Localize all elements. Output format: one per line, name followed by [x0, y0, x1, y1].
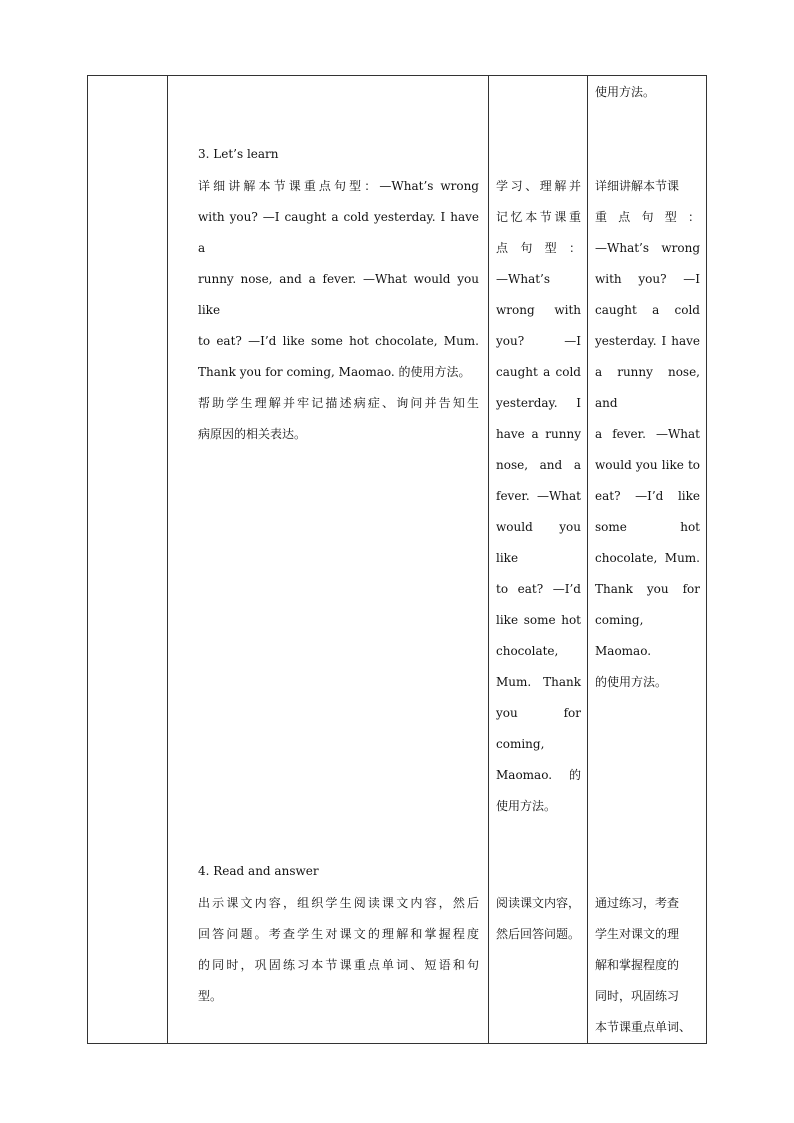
- text-line: you for: [496, 706, 581, 720]
- text-line: to eat? —I’d like some hot chocolate, Mum.: [198, 334, 479, 348]
- text-line: 详细讲解本节课重点句型：—What’s wrong: [198, 179, 479, 193]
- text-line: with you? —I: [595, 272, 700, 286]
- section3-student-activity: [496, 171, 581, 822]
- text-line: eat? —I’d like: [595, 489, 700, 503]
- text-line: 使用方法。: [496, 799, 557, 813]
- text-line: have a runny: [496, 427, 581, 441]
- text-line: runny nose, and a fever. —What would you like: [198, 272, 479, 317]
- section3-design-intent: [595, 171, 700, 698]
- text-line: a fever. —What: [595, 427, 700, 441]
- intent-carryover-text: 使用方法。: [595, 85, 656, 99]
- text-line: —What’s: [496, 272, 551, 286]
- section3-heading: [198, 139, 478, 170]
- text-line: 型。: [198, 989, 223, 1003]
- text-line: with you? —I caught a cold yesterday. I have a: [198, 210, 479, 255]
- text-line: yesterday. I have: [595, 334, 700, 348]
- section3-teacher-activity: [198, 171, 479, 450]
- section4-student-activity: [496, 888, 586, 950]
- text-line: coming,: [496, 737, 545, 751]
- text-line: 回答问题。考查学生对课文的理解和掌握程度: [198, 927, 479, 941]
- text-line: chocolate, Mum.: [595, 551, 700, 565]
- table-border-right: [706, 75, 707, 1044]
- text-line: would you like to: [595, 458, 700, 472]
- section4-teacher-activity: [198, 888, 479, 1012]
- text-line: 记忆本节课重: [496, 210, 581, 224]
- table-border-col2: [488, 75, 489, 1044]
- table-border-col3: [587, 75, 588, 1044]
- text-line: 出示课文内容，组织学生阅读课文内容，然后: [198, 896, 479, 910]
- text-line: 病原因的相关表达。: [198, 427, 307, 441]
- text-line: Thank you for: [595, 582, 700, 596]
- table-top-border: [87, 75, 707, 76]
- text-line: to eat? —I’d: [496, 582, 581, 596]
- text-line: Thank you for coming, Maomao. 的使用方法。: [198, 365, 471, 379]
- text-line: you? —I: [496, 334, 581, 348]
- text-line: 然后回答问题。: [496, 927, 581, 941]
- text-line: 学习、理解并: [496, 179, 581, 193]
- text-line: 详细讲解本节课: [595, 179, 680, 193]
- section4-heading-text: 4. Read and answer: [198, 864, 319, 878]
- text-line: Maomao. 的: [496, 768, 581, 782]
- text-line: a runny nose, and: [595, 365, 700, 410]
- text-line: chocolate,: [496, 644, 559, 658]
- text-line: caught a cold: [496, 365, 581, 379]
- text-line: 阅读课文内容，: [496, 896, 581, 910]
- text-line: yesterday. I: [496, 396, 581, 410]
- text-line: 重 点 句 型 ：: [595, 210, 700, 224]
- text-line: Mum. Thank: [496, 675, 581, 689]
- text-line: caught a cold: [595, 303, 700, 317]
- text-line: —What’s wrong: [595, 241, 700, 255]
- section4-heading: [198, 856, 478, 887]
- text-line: 通过练习，考查: [595, 896, 680, 910]
- intent-carryover: [595, 77, 700, 108]
- text-line: some hot: [595, 520, 700, 534]
- text-line: nose, and a: [496, 458, 581, 472]
- text-line: coming, Maomao.: [595, 613, 652, 658]
- text-line: fever. —What: [496, 489, 581, 503]
- text-line: 的同时，巩固练习本节课重点单词、短语和句: [198, 958, 479, 972]
- text-line: like some hot: [496, 613, 581, 627]
- text-line: 同时，巩固练习: [595, 989, 680, 1003]
- text-line: 的使用方法。: [595, 675, 668, 689]
- text-line: 点 句 型 ：: [496, 241, 581, 255]
- table-bottom-border: [87, 1043, 707, 1044]
- text-line: would you like: [496, 520, 581, 565]
- text-line: 学生对课文的理: [595, 927, 680, 941]
- table-border-col1: [167, 75, 168, 1044]
- text-line: 解和掌握程度的: [595, 958, 680, 972]
- text-line: 本节课重点单词、: [595, 1020, 692, 1034]
- table-border-left: [87, 75, 88, 1044]
- section4-design-intent: [595, 888, 705, 1043]
- text-line: 帮助学生理解并牢记描述病症、询问并告知生: [198, 396, 479, 410]
- section3-heading-text: 3. Let’s learn: [198, 147, 279, 161]
- text-line: wrong with: [496, 303, 581, 317]
